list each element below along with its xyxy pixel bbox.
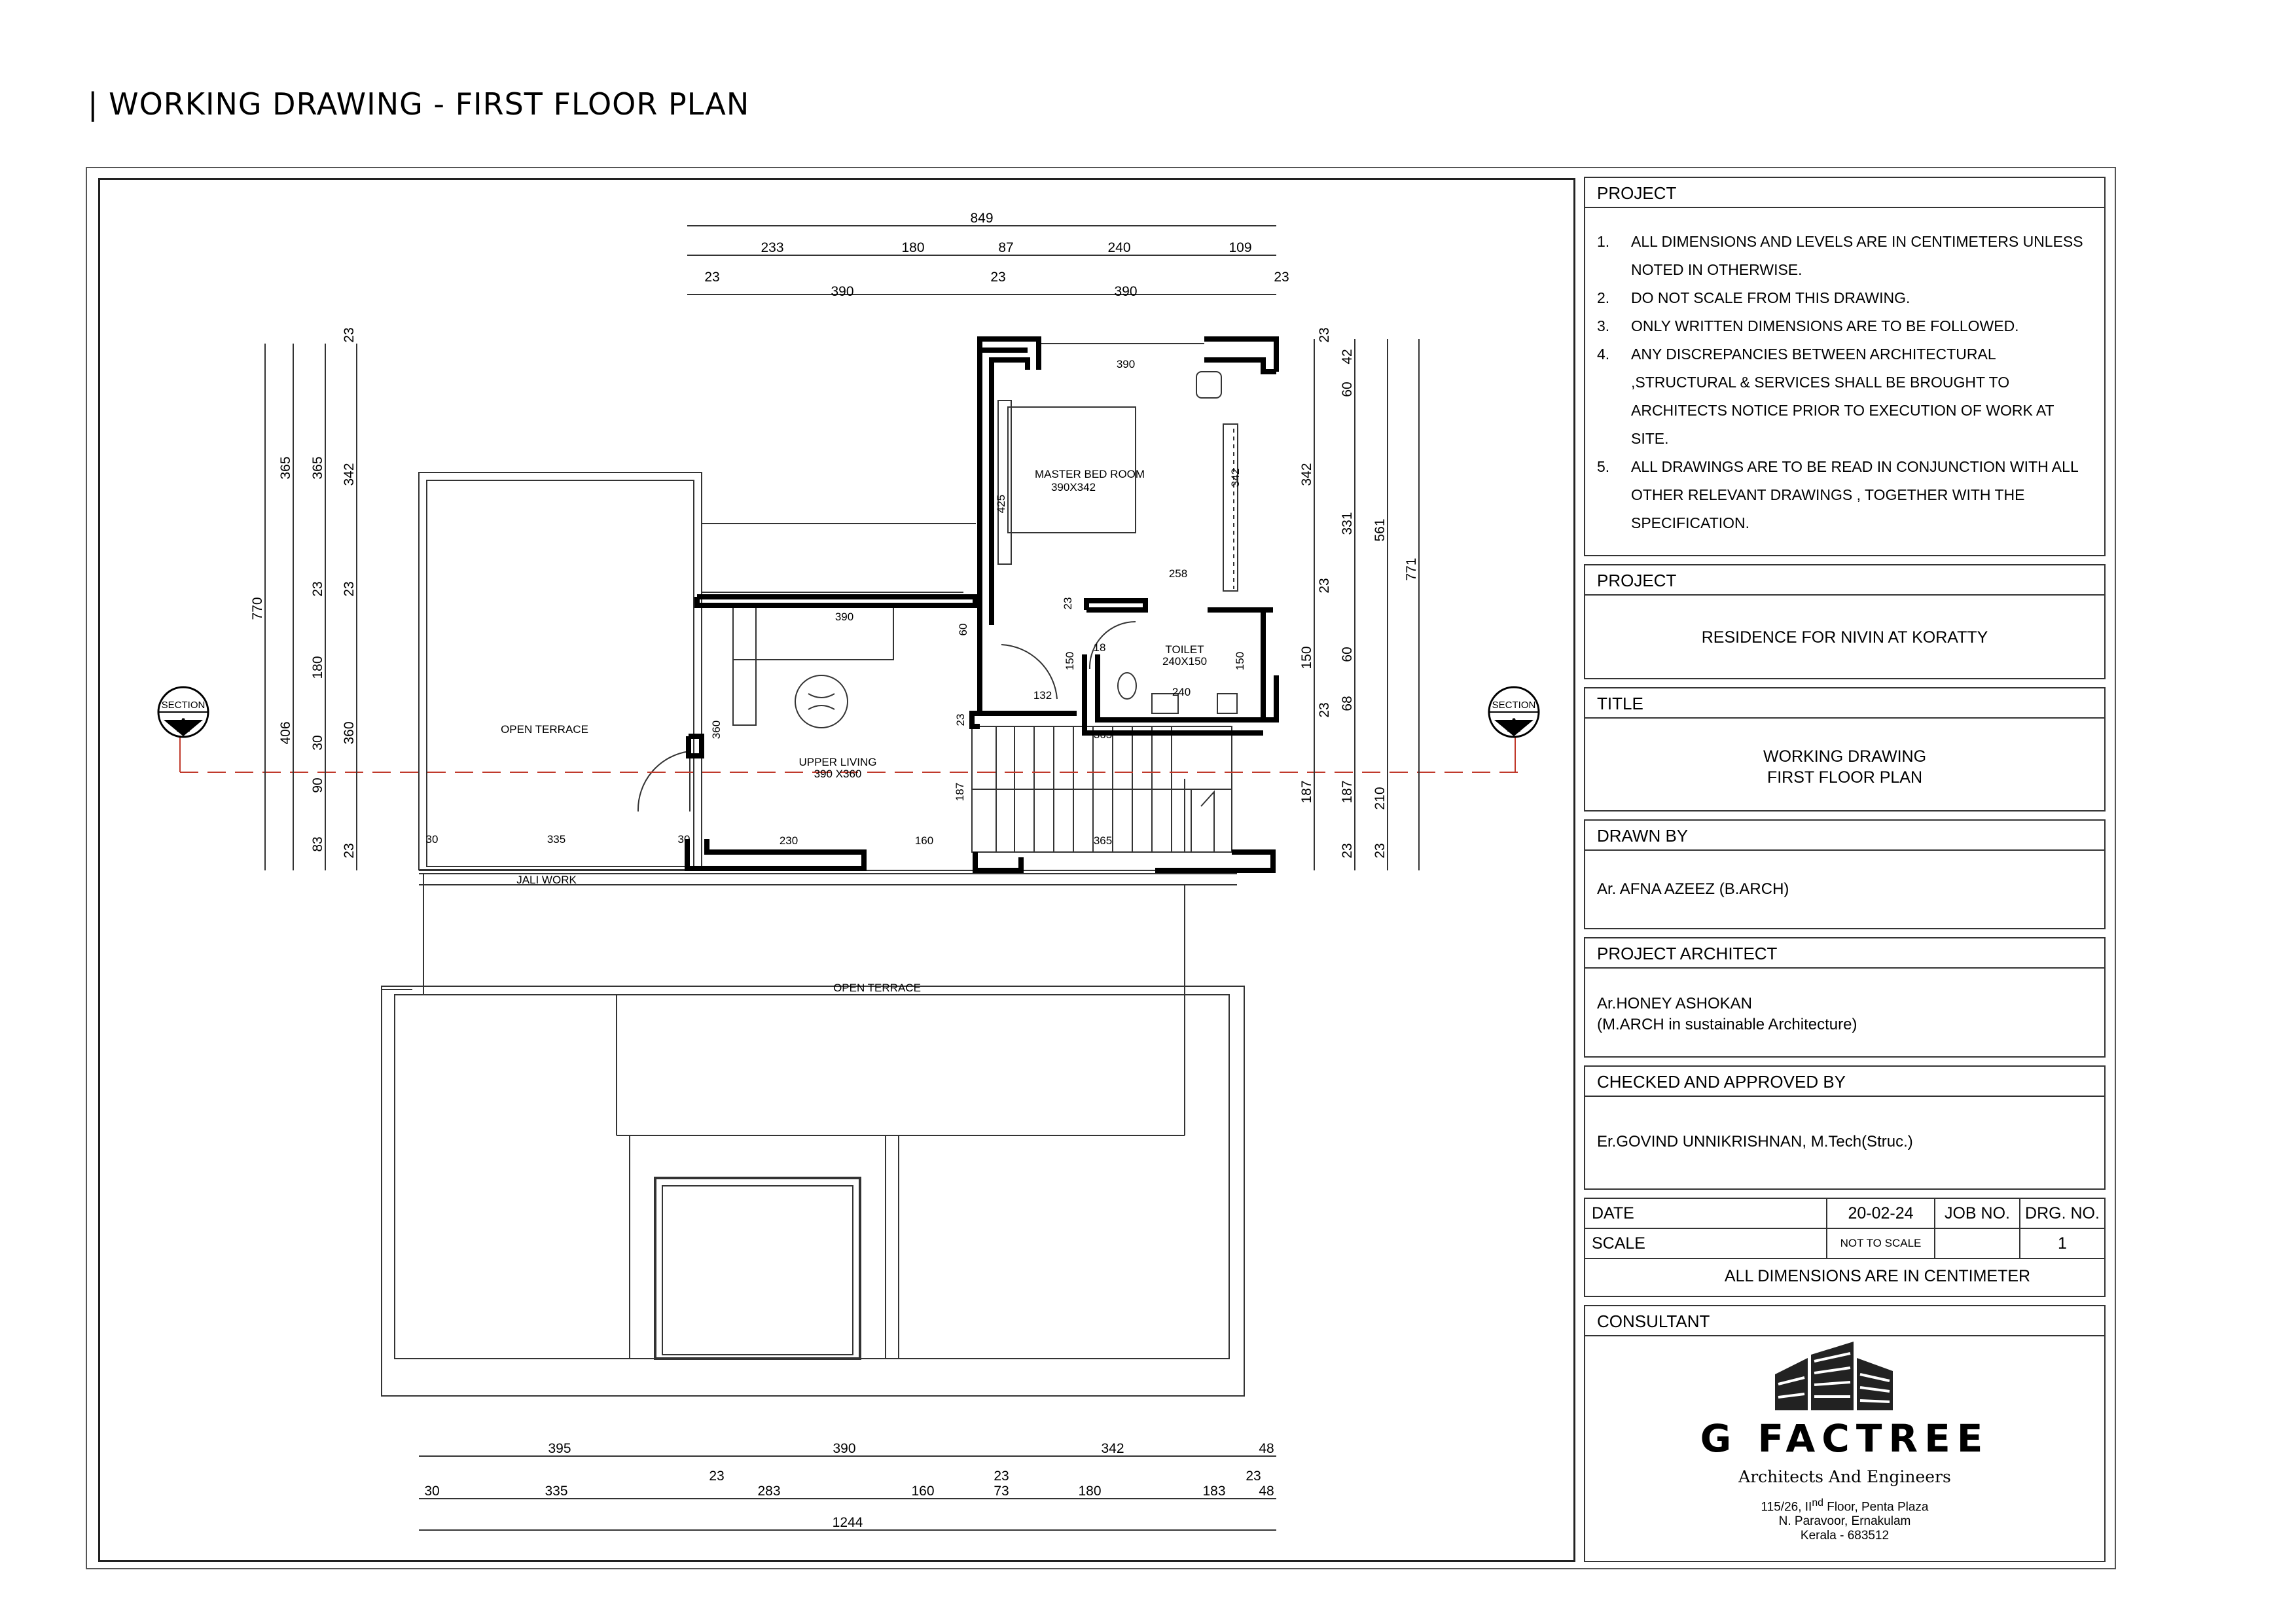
checked-approved-panel [1584, 1065, 2106, 1190]
project-architect-panel [1584, 937, 2106, 1058]
dim-int-21: 30 [677, 833, 691, 846]
room-size-toilet: 240X150 [1162, 655, 1208, 668]
dim-right-col2-2: 331 [1340, 512, 1355, 535]
section-label-left: SECTION [161, 700, 206, 711]
dim-left-col4-0: 23 [342, 327, 357, 343]
dim-top-row2-4: 23 [1274, 270, 1289, 285]
dim-top-row2-1: 390 [831, 284, 854, 299]
jali-work-label: JALI WORK [516, 874, 577, 886]
firm-logo-icon [1768, 1342, 1899, 1414]
dim-right-col2-0: 42 [1340, 349, 1355, 365]
dim-left-col3-4: 90 [310, 777, 325, 793]
dim-top-row2-0: 23 [704, 270, 720, 285]
project-name: RESIDENCE FOR NIVIN AT KORATTY [1701, 628, 1988, 647]
dim-left-col4-3: 360 [342, 721, 357, 745]
dim-int-18: 160 [914, 834, 934, 847]
note-item: 2. DO NOT SCALE FROM THIS DRAWING. [1597, 289, 1910, 306]
dim-int-20: 335 [547, 833, 566, 846]
title-line-2: FIRST FLOOR PLAN [1767, 768, 1923, 787]
ceiling-fan-symbol [795, 675, 848, 728]
dim-int-2: 342 [1229, 468, 1242, 488]
checked-approved-value: Er.GOVIND UNNIKRISHNAN, M.Tech(Struc.) [1597, 1133, 1913, 1150]
walls [687, 339, 1276, 870]
title-line-1: WORKING DRAWING [1763, 747, 1927, 766]
dim-right-col2-4: 68 [1340, 696, 1355, 711]
dim-right-col2-5: 187 [1340, 780, 1355, 804]
dim-int-16: 365 [1093, 834, 1113, 847]
dim-int-17: 230 [779, 834, 798, 847]
dim-int-13: 23 [954, 713, 967, 726]
dim-int-9: 132 [1033, 689, 1052, 702]
dim-right-col1-1: 342 [1299, 463, 1314, 486]
dim-left-outer: 770 [250, 597, 265, 620]
date-value: 20-02-24 [1827, 1199, 1935, 1228]
dim-bottom-row1-1: 23 [709, 1469, 725, 1484]
room-name-upper-living: UPPER LIVING [798, 756, 877, 768]
dim-right-col2-6: 23 [1340, 843, 1355, 859]
scale-label: SCALE [1585, 1229, 1827, 1258]
architect-name: Ar.HONEY ASHOKAN [1597, 995, 1752, 1012]
dim-int-5: 18 [1093, 641, 1106, 654]
dim-bottom-row1-0: 395 [548, 1441, 571, 1456]
dim-int-8: 240 [1172, 686, 1191, 698]
dim-top-row1-0: 233 [761, 240, 784, 255]
notes-header: PROJECT [1585, 178, 2104, 208]
dim-left-col3-1: 23 [310, 581, 325, 597]
dim-bottom-row2-4: 73 [994, 1484, 1009, 1499]
dim-right-col1-3: 150 [1299, 646, 1314, 669]
lower-grille-block [655, 1178, 860, 1359]
dim-bottom-row2-3: 160 [911, 1484, 935, 1499]
dim-int-10: 60 [957, 623, 969, 636]
date-label: DATE [1585, 1199, 1827, 1228]
dim-right-col1-5: 187 [1299, 780, 1314, 804]
checked-approved-header: CHECKED AND APPROVED BY [1585, 1067, 2104, 1097]
dim-int-7: 150 [1234, 651, 1246, 671]
room-size-upper-living: 390 X360 [814, 768, 862, 780]
note-item: 3. ONLY WRITTEN DIMENSIONS ARE TO BE FOLLOWED. [1597, 317, 2019, 334]
section-letter-right: A [1507, 715, 1521, 736]
consultant-header: CONSULTANT [1585, 1306, 2104, 1336]
dim-int-4: 23 [1062, 597, 1074, 610]
dim-bottom-row2-6: 183 [1202, 1484, 1226, 1499]
dim-left-col3-3: 30 [310, 735, 325, 751]
room-name-open-terrace-front: OPEN TERRACE [833, 982, 921, 994]
dim-left-col4-2: 23 [342, 581, 357, 597]
dim-right-col1-4: 23 [1317, 702, 1332, 718]
title-panel [1584, 687, 2106, 812]
room-name-toilet: TOILET [1165, 643, 1204, 656]
dim-left-col2-0: 365 [278, 456, 293, 480]
note-item: 5. ALL DRAWINGS ARE TO BE READ IN CONJUNCTION WITH ALL OTHER RELEVANT DRAWINGS , TOGETHER WITH THE SPECIFICATION. [1597, 458, 2078, 531]
notes-panel [1584, 177, 2106, 556]
dim-bottom-row1-6: 48 [1259, 1441, 1274, 1456]
project-header: PROJECT [1585, 565, 2104, 596]
drawn-by-value: Ar. AFNA AZEEZ (B.ARCH) [1597, 880, 1789, 898]
wc-symbol [1118, 673, 1136, 699]
dim-top-row1-3: 240 [1107, 240, 1131, 255]
dim-bottom-row2-7: 48 [1259, 1484, 1274, 1499]
architect-qualification: (M.ARCH in sustainable Architecture) [1597, 1016, 1857, 1033]
dim-top-row1-4: 109 [1229, 240, 1252, 255]
title-header: TITLE [1585, 688, 2104, 719]
drg-no-value: 1 [2058, 1234, 2067, 1253]
dim-right-outer: 771 [1404, 558, 1419, 581]
dim-int-14: 365 [1093, 728, 1113, 741]
left-terrace-outline [419, 473, 702, 870]
dim-bottom-row2-2: 283 [757, 1484, 781, 1499]
dim-right-col1-2: 23 [1317, 578, 1332, 594]
dim-int-12: 360 [710, 720, 723, 740]
dim-int-6: 150 [1064, 651, 1076, 671]
dim-top-row1-1: 180 [901, 240, 925, 255]
dim-bottom-row2-5: 180 [1078, 1484, 1102, 1499]
dim-left-col3-0: 365 [310, 456, 325, 480]
note-item: 4. ANY DISCREPANCIES BETWEEN ARCHITECTURAL ,STRUCTURAL & SERVICES SHALL BE BROUGHT TO ARCHITECTS NOTICE PRIOR TO EXECUTION OF WORK AT SITE. [1597, 346, 2054, 447]
drawn-by-header: DRAWN BY [1585, 821, 2104, 851]
firm-tagline: Architects And Engineers [1738, 1467, 1951, 1486]
dim-top-row2-3: 390 [1114, 284, 1138, 299]
dim-top-row2-2: 23 [990, 270, 1006, 285]
dim-left-col3-2: 180 [310, 656, 325, 679]
dim-int-19: 30 [425, 833, 439, 846]
dim-bottom-row1-5: 23 [1246, 1469, 1261, 1484]
note-item: 1. ALL DIMENSIONS AND LEVELS ARE IN CENTIMETERS UNLESS NOTED IN OTHERWISE. [1597, 233, 2083, 278]
dim-left-col3-5: 83 [310, 836, 325, 852]
dimension-lines [265, 226, 1419, 1530]
firm-address: 115/26, IInd Floor, Penta Plaza N. Paravoor, Ernakulam Kerala - 683512 [1761, 1497, 1929, 1543]
dim-right-col3-0: 561 [1372, 518, 1388, 542]
sofa-outline [733, 607, 893, 660]
dim-int-0: 390 [1116, 358, 1136, 370]
dim-right-col2-1: 60 [1340, 382, 1355, 397]
dim-left-col4-4: 23 [342, 843, 357, 859]
page-title: | WORKING DRAWING - FIRST FLOOR PLAN [88, 86, 750, 122]
lower-structure-outline [382, 986, 1244, 1396]
wardrobe-outline [1223, 424, 1238, 591]
dim-bottom-row2-1: 335 [545, 1484, 568, 1499]
section-letter-left: A [176, 715, 190, 736]
project-architect-header: PROJECT ARCHITECT [1585, 938, 2104, 969]
project-panel [1584, 564, 2106, 679]
dim-int-1: 425 [995, 494, 1007, 514]
dim-right-col3-1: 210 [1372, 787, 1388, 810]
dim-bottom-total: 1244 [832, 1515, 863, 1530]
drg-no-label: DRG. NO. [2025, 1204, 2100, 1222]
room-name-master-bedroom: MASTER BED ROOM [1034, 468, 1145, 480]
room-size-master-bedroom: 390X342 [1050, 481, 1096, 493]
meta-panel [1584, 1198, 2106, 1297]
dim-int-11: 390 [834, 611, 854, 623]
dim-right-col3-2: 23 [1372, 843, 1388, 859]
dim-left-col4-1: 342 [342, 463, 357, 486]
dim-top-total: 849 [970, 211, 994, 226]
scale-value: NOT TO SCALE [1827, 1229, 1935, 1258]
dim-bottom-row1-4: 342 [1101, 1441, 1124, 1456]
dim-right-col1-0: 23 [1317, 327, 1332, 343]
dim-top-row1-2: 87 [998, 240, 1014, 255]
dim-bottom-row1-2: 390 [833, 1441, 856, 1456]
consultant-panel [1584, 1305, 2106, 1562]
dim-int-15: 187 [954, 782, 966, 802]
job-no-label: JOB NO. [1935, 1199, 2020, 1228]
section-label-right: SECTION [1492, 700, 1536, 711]
drawn-by-panel [1584, 819, 2106, 929]
dim-left-col2-1: 406 [278, 721, 293, 745]
job-no-value [1935, 1229, 2020, 1258]
dim-int-3: 258 [1168, 567, 1188, 580]
dim-bottom-row1-3: 23 [994, 1469, 1009, 1484]
dim-bottom-row2-0: 30 [424, 1484, 440, 1499]
firm-name: G FACTREE [1700, 1416, 1990, 1461]
units-note: ALL DIMENSIONS ARE IN CENTIMETER [1724, 1267, 2031, 1285]
dim-right-col2-3: 60 [1340, 647, 1355, 662]
room-name-open-terrace-left: OPEN TERRACE [501, 723, 588, 736]
